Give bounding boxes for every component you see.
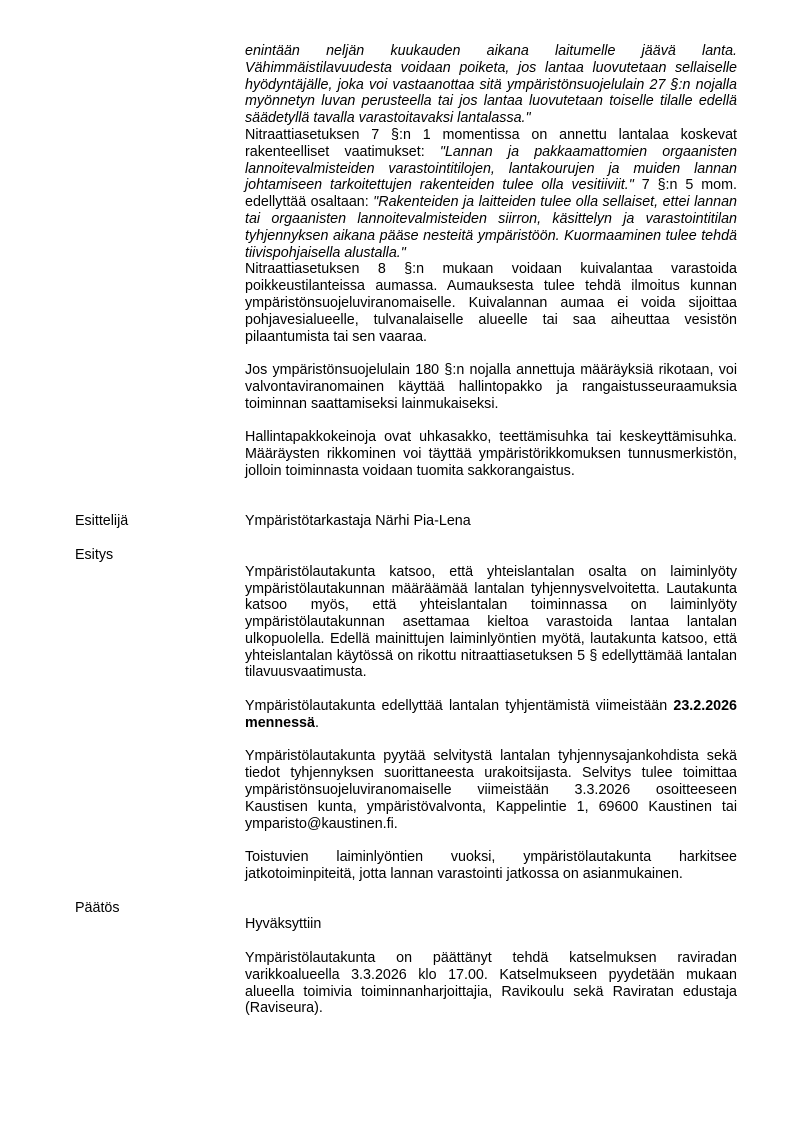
nitrate-decree-8-paragraph: Nitraattiasetuksen 8 §:n mukaan voidaan kuivalantaa varastoida poikkeustilanteissa aumassa. Aumauksesta tulee tehdä ilmoitus kunnan ympäristönsuojeluviranomaiselle. Kuivalannan aumaa ei voida sijoittaa pohjavesialueelle, tulvanalaiselle alueelle tai saa aiheuttaa vesistön pilaantumista tai sen vaaraa. xyxy=(245,261,737,345)
regular-text-run: 7 §:n 5 mom. edellyttää osaltaan: xyxy=(245,177,737,211)
esitys-content xyxy=(245,547,737,883)
esittelija-label: Esittelijä xyxy=(75,513,129,530)
quoted-text-run: "Lannan ja pakkaamattomien orgaanisten lannoitevalmisteiden varastointitilojen, lantakourujen ja muiden lannan johtamiseen tarkoitettujen rakenteiden tulee olla vesitiiviit." xyxy=(245,143,737,194)
sanctions-paragraph: Jos ympäristönsuojelulain 180 §:n nojalla annettuja määräyksiä rikotaan, voi valvontaviranomainen käyttää hallintopakko ja rangaistusseuraamuksia toiminnan saattamiseksi lainmukaiseksi. xyxy=(245,362,737,412)
esittelija-value: Ympäristötarkastaja Närhi Pia-Lena xyxy=(245,513,471,530)
esitys-paragraph-report: Ympäristölautakunta pyytää selvitystä lantalan tyhjennysajankohdista sekä tiedot tyhjennyksen suorittaneesta urakoitsijasta. Selvitys tulee toimittaa ympäristönsuojeluviranomaiselle viimeistään 3.3.2026 osoitteeseen Kaustisen kunta, ympäristövalvonta, Kappelintie 1, 69600 Kaustinen tai ymparisto@kaustinen.fi. xyxy=(245,748,737,832)
regular-text-run: Ympäristölautakunta edellyttää lantalan tyhjentämistä viimeistään xyxy=(245,698,674,715)
quote-continuation-paragraph: enintään neljän kuukauden aikana laitumelle jäävä lanta. Vähimmäistilavuudesta voidaan poiketa, jos lantaa luovutetaan sellaiselle hyödyntäjälle, joka voi vastaanottaa sitä ympäristönsuojelulain 27 §:n nojalla myönnetyn luvan perusteella tai jos lantaa luovutetaan toiselle tilalle edellä säädetyllä tavalla varastoitavaksi lantalassa." xyxy=(245,43,737,127)
paatos-content xyxy=(245,900,737,1018)
legal-background-section xyxy=(75,43,737,480)
nitrate-decree-7-paragraph xyxy=(245,127,737,261)
regular-text-run: Nitraattiasetuksen 7 §:n 1 momentissa on annettu lantalaa koskevat rakenteelliset vaatimukset: xyxy=(245,126,737,160)
deadline-bold-text: 23.2.2026 mennessä xyxy=(245,698,737,731)
esitys-paragraph-deadline xyxy=(245,698,737,732)
esitys-label: Esitys xyxy=(75,546,114,563)
quoted-text-run: "Rakenteiden ja laitteiden tulee olla sellaiset, ettei lannan tai orgaanisten lannoitevalmisteiden siirron, käsittelyn ja varastointitilan tyhjennyksen aikana pääse nesteitä ympäristöön. Kuormaaminen tulee tehdä tiivispohjaisella alustalla." xyxy=(245,194,738,261)
legal-background-content xyxy=(245,43,737,480)
enforcement-paragraph: Hallintapakkokeinoja ovat uhkasakko, teettämisuhka tai keskeyttämisuhka. Määräysten rikkominen voi täyttää ympäristörikkomuksen tunnusmerkistön, jolloin toiminnasta voidaan tuomita sakkorangaistus. xyxy=(245,429,737,479)
esitys-paragraph-neglect: Ympäristölautakunta katsoo, että yhteislantalan osalta on laiminlyöty ympäristölautakunnan määräämää lantalan tyhjennysvelvoitetta. Lautakunta katsoo myös, että yhteislantalan toiminnassa on laiminlyöty ympäristölautakunnan asettamaa kieltoa varastoida lantaa lantalan ulkopuolella. Edellä mainittujen laiminlyöntien myötä, lautakunta katsoo, että yhteislantalan käytössä on rikottu nitraattiasetuksen 5 § edellyttämää lantalan tilavuusvaatimusta. xyxy=(245,563,737,681)
regular-text-run: . xyxy=(314,714,319,731)
paatos-paragraph-inspection: Ympäristölautakunta on päättänyt tehdä katselmuksen raviradan varikkoalueella 3.3.2026 klo 17.00. Katselmukseen pyydetään mukaan alueella toimivia toiminnanharjoittajia, Ravikoulu sekä Raviratan edustaja (Raviseura). xyxy=(245,950,737,1017)
paatos-label: Päätös xyxy=(75,899,120,916)
paatos-section xyxy=(75,900,737,1018)
paatos-approved: Hyväksyttiin xyxy=(245,916,322,933)
esittelija-row xyxy=(75,513,737,530)
esitys-section xyxy=(75,547,737,883)
esitys-paragraph-followup: Toistuvien laiminlyöntien vuoksi, ympäristölautakunta harkitsee jatkotoiminpiteitä, jotta lannan varastointi jatkossa on asianmukainen. xyxy=(245,849,737,883)
esittelija-content xyxy=(245,513,737,530)
